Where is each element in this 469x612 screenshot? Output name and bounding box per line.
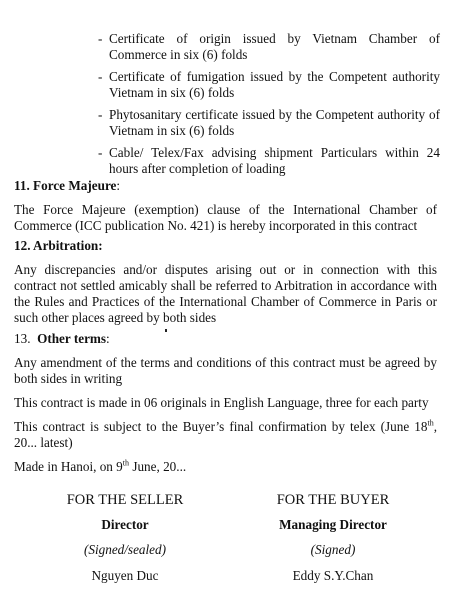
buyer-role: Managing Director: [279, 517, 387, 532]
made-in-text: Made in Hanoi, on 9: [14, 459, 123, 474]
seller-party: FOR THE SELLER: [66, 492, 184, 508]
amendment-clause: Any amendment of the terms and conditions of this contract must be agreed by both sides in writing: [14, 355, 437, 386]
list-item-text: Certificate of origin issued by Vietnam Chamber of Commerce in six (6) folds: [109, 31, 440, 62]
arbitration-text: Any discrepancies and/or disputes arising out or in connection with this contract not settled amicably shall be referred to Arbitration in accordance with the Rules and Practices of the International Chamber of Commerce in Paris or such other places agreed by both sides: [14, 262, 437, 325]
arbitration-section: [14, 238, 437, 326]
list-dash: -: [98, 31, 103, 46]
force-majeure-title: 11. Force Majeure: [14, 178, 117, 193]
heading-colon: :: [106, 331, 110, 346]
originals-clause: This contract is made in 06 originals in English Language, three for each party: [14, 395, 429, 410]
other-terms-section: [14, 331, 437, 475]
made-in-date: June, 20...: [129, 459, 187, 474]
other-terms-title: Other terms: [37, 331, 107, 346]
list-item: [98, 145, 440, 177]
list-item: [98, 69, 440, 101]
confirmation-text: This contract is subject to the Buyer’s final confirmation by telex (June 18: [14, 419, 428, 434]
list-dash: -: [98, 69, 103, 84]
confirmation-clause: [14, 419, 437, 451]
other-terms-heading: [14, 331, 437, 347]
seller-status: (Signed/sealed): [83, 542, 167, 557]
buyer-party: FOR THE BUYER: [276, 492, 390, 508]
confirmation-text-end: , 20... latest): [14, 419, 437, 450]
buyer-status: (Signed): [310, 542, 356, 557]
heading-colon: :: [116, 178, 121, 193]
list-item-text: Phytosanitary certificate issued by the Competent authority of Vietnam in six (6) folds: [109, 107, 440, 138]
made-in-line: [14, 459, 437, 475]
force-majeure-heading: [14, 178, 437, 194]
buyer-signature-block: [248, 491, 418, 584]
list-item: [98, 31, 440, 63]
seller-name: Nguyen Duc: [91, 568, 159, 583]
list-dash: -: [98, 107, 103, 122]
seller-signature-block: [40, 491, 210, 584]
list-item-text: Certificate of fumigation issued by the Competent authority Vietnam in six (6) folds: [109, 69, 440, 100]
ordinal-suffix: th: [122, 458, 130, 468]
required-documents-list: [98, 31, 440, 183]
list-item-text: Cable/ Telex/Fax advising shipment Particulars within 24 hours after completion of loading: [109, 145, 440, 176]
buyer-name: Eddy S.Y.Chan: [292, 568, 374, 583]
force-majeure-section: [14, 178, 437, 234]
arbitration-heading: 12. Arbitration:: [14, 238, 103, 253]
ordinal-suffix: th: [427, 418, 434, 428]
list-dash: -: [98, 145, 103, 160]
seller-role: Director: [101, 517, 149, 532]
list-item: [98, 107, 440, 139]
force-majeure-text: The Force Majeure (exemption) clause of the International Chamber of Commerce (ICC publication No. 421) is hereby incorporated in this contract: [14, 202, 437, 233]
other-terms-number: 13.: [14, 331, 31, 346]
